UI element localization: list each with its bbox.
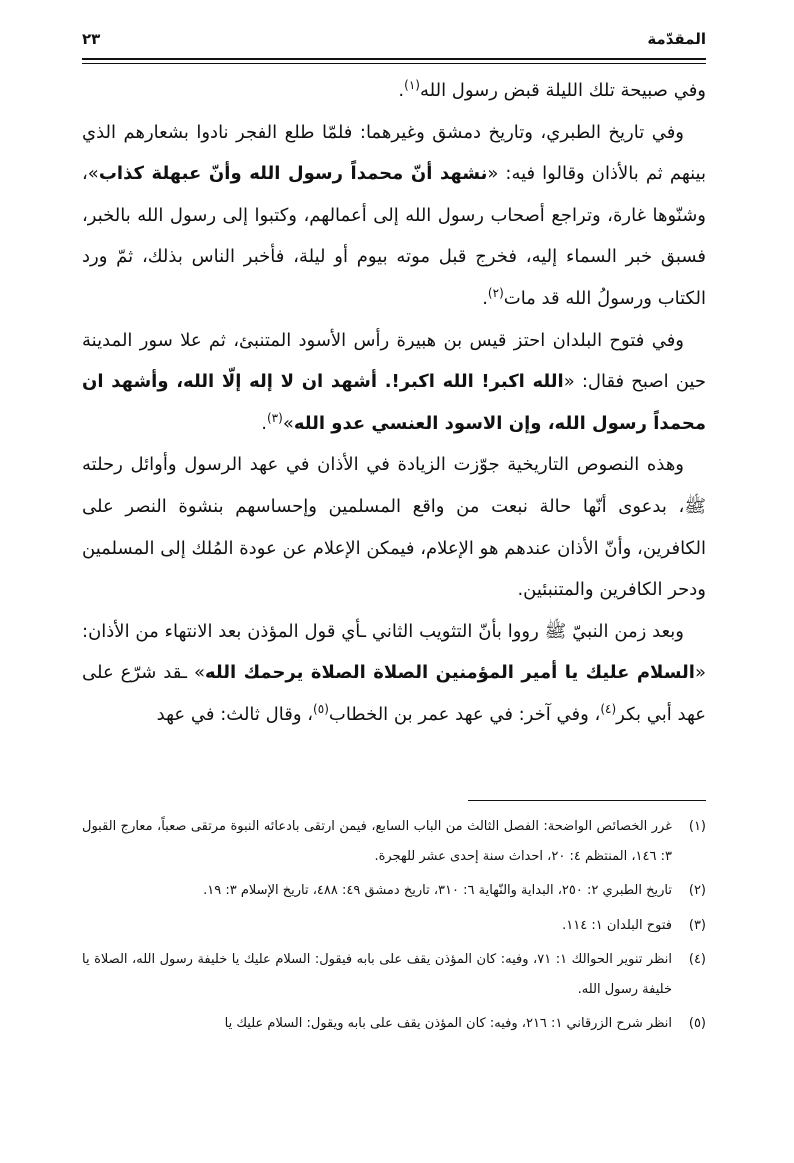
running-title: المقدّمة [647,30,706,48]
paragraph-2-end: . [482,287,488,309]
footnotes [82,812,706,1044]
footnote-5-text: انظر شرح الزرقاني ١: ٢١٦، وفيه: كان المؤذن يقف على بابه ويقول: السلام عليك يا [224,1016,672,1031]
paragraph-2 [82,112,706,320]
footnote-ref-2: (٢) [487,285,504,300]
footnote-2-text: تاريخ الطبري ٢: ٢٥٠، البداية والنّهاية ٦: ٣١٠، تاريخ دمشق ٤٩: ٤٨٨، تاريخ الإسلام ٣: ١٩. [203,883,672,898]
footnote-3-number: (٣) [688,917,706,933]
footnote-4-text: انظر تنوير الحوالك ١: ٧١، وفيه: كان المؤذن يقف على بابه فيقول: السلام عليك يا خليفة رسول الله، الصلاة يا خليفة رسول الله. [82,952,672,997]
footnote-3-text: فتوح البلدان ١: ١١٤. [562,917,672,933]
paragraph-3-text-a: وفي فتوح البلدان احتز قيس بن هبيرة رأس الأسود المتنبئ، ثم علا سور المدينة حين اصبح فقال: « [82,329,706,393]
paragraph-5-text-a: وبعد زمن النبيّ ﷺ رووا بأنّ التثويب الثاني ـأي قول المؤذن بعد الانتهاء من الأذان: « [82,620,706,684]
footnote-5-number: (٥) [688,1016,706,1031]
paragraph-5 [82,611,706,736]
header-rule-thick [82,58,706,60]
tathwib-quote: السلام عليك يا أمير المؤمنين الصلاة الصلاة يرحمك الله [205,662,695,684]
paragraph-1-end: . [398,80,405,101]
paragraph-5-text-e: ، وقال ثالث: في عهد [156,703,314,725]
adhan-quote-1: نشهد أنّ محمداً رسول الله وأنّ عبهلة كذاب [98,163,488,185]
adhan-quote-2: الله اكبر! الله اكبر!. أشهد ان لا إله إلّا الله، وأشهد ان محمداً رسول الله، وإن الاسود العنسي عدو الله [82,371,706,434]
footnote-separator [468,800,706,801]
footnote-ref-4: (٤) [600,701,617,716]
footnote-1-text: غرر الخصائص الواضحة: الفصل الثالث من الباب السابع، فيمن ارتقى بادعائه النبوة مرتقى صعباً، معارج القبول ٣: ١٤٦، المنتظم ٤: ٢٠، احداث سنة إحدى عشر للهجرة. [82,819,672,864]
main-text [82,70,706,736]
footnote-ref-1: (١) [404,78,420,92]
paragraph-4 [82,444,706,610]
footnote-5 [82,1009,706,1039]
paragraph-3-text-c: » [282,412,294,434]
footnote-ref-5: (٥) [313,701,329,716]
paragraph-5-text-d: ، وفي آخر: في عهد عمر بن الخطاب [328,703,601,725]
footnote-1 [82,812,706,871]
paragraph-4-text: وهذه النصوص التاريخية جوّزت الزيادة في الأذان في عهد الرسول وأوائل رحلته ﷺ، بدعوى أنّها حالة نبعت من واقع المسلمين وإحساسهم بنشوة النصر على الكافرين، وأنّ الأذان عندهم هو الإعلام، فيمكن الإعلام عن عودة المُلك إلى المسلمين ودحر الكافرين والمتنبئين. [82,454,706,601]
paragraph-2-text-a: وفي تاريخ الطبري، وتاريخ دمشق وغيرهما: فلمّا طلع الفجر نادوا بشعارهم الذي بينهم ثم بالأذان وقالوا فيه: « [82,121,706,185]
paragraph-1-text: وفي صبيحة تلك الليلة قبض رسول الله [419,80,706,101]
footnote-4-number: (٤) [688,952,706,967]
paragraph-3-end: . [261,412,267,434]
paragraph-5-text-c: » ـقد شرّع على عهد أبي بكر [82,662,706,725]
footnote-3 [82,911,706,941]
paragraph-2-text-c: »، وشنّوها غارة، وتراجع أصحاب رسول الله إلى أعمالهم، وكتبوا إلى رسول الله بالخبر، فسبق خبر السماء إليه، فخرج قبل موته بيوم أو ليلة، فأخبر الناس بذلك، ثمّ ورد الكتاب ورسولُ الله قد مات [82,163,706,309]
running-header [82,26,706,58]
paragraph-1 [82,70,706,112]
footnote-2-number: (٢) [688,883,706,898]
footnote-4 [82,945,706,1004]
footnote-2 [82,876,706,906]
header-rule-thin [82,63,706,64]
footnote-1-number: (١) [688,819,706,834]
page-number: ٢٣ [82,30,101,48]
paragraph-3 [82,320,706,445]
footnote-ref-3: (٣) [266,410,283,425]
